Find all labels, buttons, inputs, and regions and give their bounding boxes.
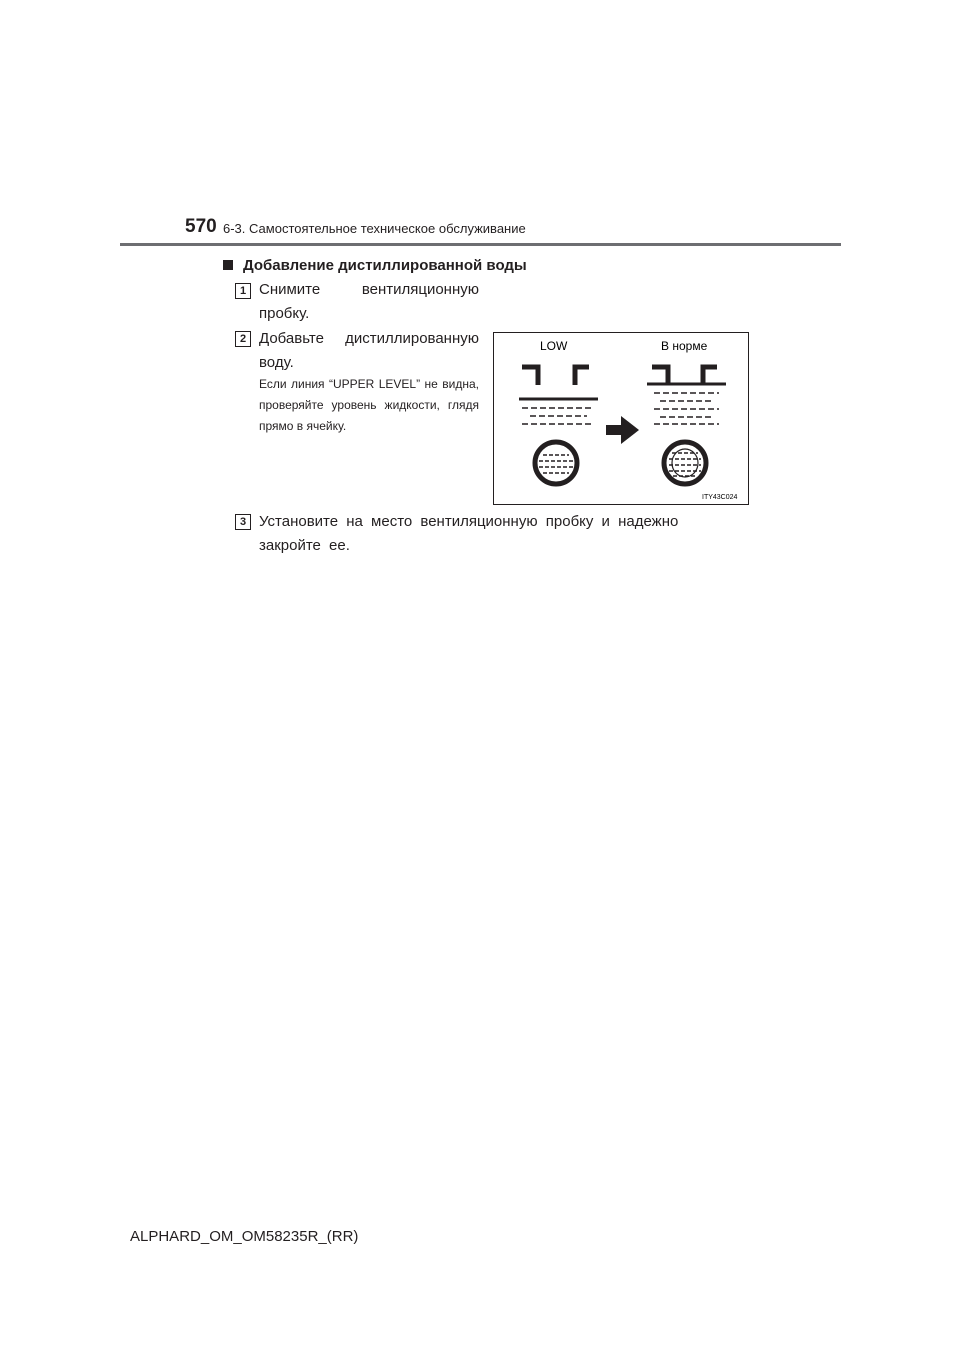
label-normal: В норме	[661, 339, 708, 353]
square-bullet-icon	[223, 260, 233, 270]
low-cell-walls	[522, 367, 589, 385]
step-3-text: Установите на место вентиляционную пробку и надежно закройте ее.	[259, 513, 679, 554]
page-number: 570	[185, 216, 217, 237]
step-number-1: 1	[235, 283, 251, 299]
low-fluid-dashes	[522, 408, 594, 424]
section-title: 6-3. Самостоятельное техническое обслуживание	[223, 221, 526, 236]
watermark: carmanualsonline.info	[731, 1330, 954, 1353]
normal-cell-top-view	[664, 442, 706, 484]
header-rule	[120, 243, 841, 246]
subheading-text: Добавление дистиллированной воды	[243, 257, 527, 274]
battery-level-diagram	[494, 333, 748, 504]
step-1-text: Снимите вентиляционную пробку.	[259, 281, 479, 322]
step-2-text: Добавьте дистиллированную воду.	[259, 330, 479, 371]
label-low: LOW	[540, 339, 568, 353]
battery-level-figure	[493, 332, 749, 505]
arrow-right-icon	[606, 416, 639, 444]
step-2-note: Если линия “UPPER LEVEL” не видна, проверяйте уровень жидкости, глядя прямо в ячейку.	[259, 377, 479, 433]
step-number-3: 3	[235, 514, 251, 530]
subheading	[223, 257, 527, 274]
step-number-2: 2	[235, 331, 251, 347]
normal-fluid-dashes	[654, 393, 719, 424]
low-cell-top-view	[535, 442, 577, 484]
footer-code: ALPHARD_OM_OM58235R_(RR)	[130, 1228, 359, 1245]
normal-cell-walls	[652, 367, 717, 385]
figure-code: ITY43C024	[702, 494, 738, 501]
